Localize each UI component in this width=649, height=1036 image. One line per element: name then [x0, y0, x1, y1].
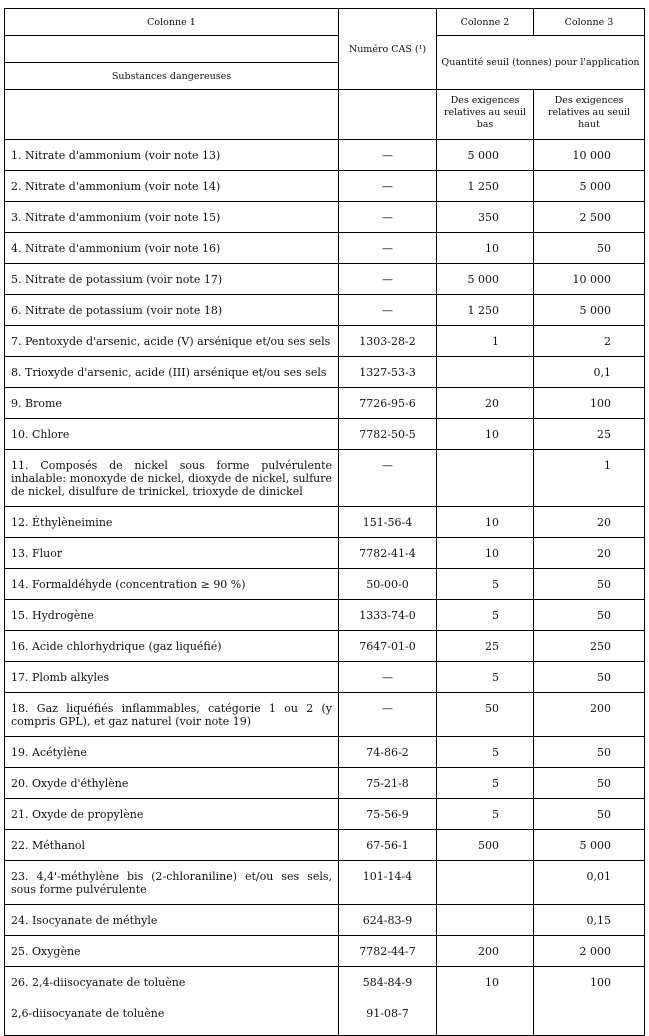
table-row	[5, 388, 645, 419]
high-threshold-value: 50	[534, 233, 645, 264]
table-row	[5, 357, 645, 388]
high-threshold-value: 2 000	[534, 936, 645, 967]
table-row-continuation	[5, 998, 645, 1036]
low-threshold-header: Des exigences relatives au seuil bas	[437, 90, 534, 140]
substance-name: 25. Oxygène	[5, 936, 339, 967]
substance-name: 6. Nitrate de potassium (voir note 18)	[5, 295, 339, 326]
substance-name: 26. 2,4-diisocyanate de toluène	[5, 967, 339, 998]
cas-number: 1303-28-2	[339, 326, 437, 357]
table-row	[5, 600, 645, 631]
cas-number: 50-00-0	[339, 569, 437, 600]
high-threshold-value: 50	[534, 662, 645, 693]
low-threshold-value: 10	[437, 967, 534, 998]
high-threshold-value: 100	[534, 967, 645, 998]
high-threshold-value: 10 000	[534, 140, 645, 171]
substances-header: Substances dangereuses	[5, 63, 339, 90]
table-row	[5, 569, 645, 600]
substance-name: 24. Isocyanate de méthyle	[5, 905, 339, 936]
cas-number: 7726-95-6	[339, 388, 437, 419]
high-threshold-value: 5 000	[534, 171, 645, 202]
high-threshold-value: 100	[534, 388, 645, 419]
cas-number: —	[339, 140, 437, 171]
table-row	[5, 693, 645, 737]
low-threshold-value: 1 250	[437, 171, 534, 202]
cas-number: —	[339, 295, 437, 326]
high-threshold-header: Des exigences relatives au seuil haut	[534, 90, 645, 140]
high-threshold-value: 10 000	[534, 264, 645, 295]
substance-name: 7. Pentoxyde d'arsenic, acide (V) arsénique et/ou ses sels	[5, 326, 339, 357]
column-1-spacer	[5, 36, 339, 63]
low-threshold-value: 5	[437, 737, 534, 768]
high-threshold-value: 5 000	[534, 830, 645, 861]
substance-name: 15. Hydrogène	[5, 600, 339, 631]
cas-number: —	[339, 662, 437, 693]
low-threshold-value: 20	[437, 388, 534, 419]
low-threshold-value: 25	[437, 631, 534, 662]
cas-number: 75-21-8	[339, 768, 437, 799]
substance-name: 12. Éthylèneimine	[5, 507, 339, 538]
low-threshold-value	[437, 861, 534, 905]
substance-name: 2. Nitrate d'ammonium (voir note 14)	[5, 171, 339, 202]
high-threshold-value: 20	[534, 538, 645, 569]
table-row	[5, 538, 645, 569]
high-threshold-value: 2 500	[534, 202, 645, 233]
low-threshold-value: 5	[437, 768, 534, 799]
low-threshold-value: 5	[437, 799, 534, 830]
table-row	[5, 171, 645, 202]
substance-name: 14. Formaldéhyde (concentration ≥ 90 %)	[5, 569, 339, 600]
low-threshold-value	[437, 450, 534, 507]
cas-number: 101-14-4	[339, 861, 437, 905]
low-threshold-value: 5	[437, 662, 534, 693]
cas-number: 1327-53-3	[339, 357, 437, 388]
high-threshold-value: 50	[534, 737, 645, 768]
cas-number: 91-08-7	[339, 998, 437, 1036]
cas-number: —	[339, 264, 437, 295]
substance-name: 8. Trioxyde d'arsenic, acide (III) arsénique et/ou ses sels	[5, 357, 339, 388]
table-row	[5, 419, 645, 450]
low-threshold-value: 5	[437, 569, 534, 600]
table-row	[5, 202, 645, 233]
high-threshold-value: 5 000	[534, 295, 645, 326]
cas-number: 584-84-9	[339, 967, 437, 998]
high-threshold-value: 250	[534, 631, 645, 662]
low-threshold-value: 1	[437, 326, 534, 357]
high-threshold-value: 25	[534, 419, 645, 450]
high-threshold-value: 50	[534, 600, 645, 631]
cas-number: 74-86-2	[339, 737, 437, 768]
substance-name: 16. Acide chlorhydrique (gaz liquéfié)	[5, 631, 339, 662]
table-row	[5, 326, 645, 357]
low-threshold-value: 5 000	[437, 140, 534, 171]
substance-name: 21. Oxyde de propylène	[5, 799, 339, 830]
hazardous-substances-table	[4, 8, 645, 1036]
table-row	[5, 662, 645, 693]
substance-name: 17. Plomb alkyles	[5, 662, 339, 693]
table-row	[5, 830, 645, 861]
substance-name: 2,6-diisocyanate de toluène	[5, 998, 339, 1036]
high-threshold-value: 50	[534, 799, 645, 830]
table-row	[5, 631, 645, 662]
cas-number: 75-56-9	[339, 799, 437, 830]
column-1-blank	[5, 90, 339, 140]
substance-name: 4. Nitrate d'ammonium (voir note 16)	[5, 233, 339, 264]
cas-number: 624-83-9	[339, 905, 437, 936]
threshold-header: Quantité seuil (tonnes) pour l'application	[437, 36, 645, 90]
table-row	[5, 737, 645, 768]
substance-name: 5. Nitrate de potassium (voir note 17)	[5, 264, 339, 295]
substance-name: 11. Composés de nickel sous forme pulvérulente inhalable: monoxyde de nickel, dioxyde de nickel, sulfure de nickel, disulfure de trinickel, trioxyde de dinickel	[5, 450, 339, 507]
column-3-header: Colonne 3	[534, 9, 645, 36]
table-row	[5, 905, 645, 936]
column-1-header: Colonne 1	[5, 9, 339, 36]
empty-cell	[534, 998, 645, 1036]
table-row	[5, 799, 645, 830]
table-row	[5, 967, 645, 998]
cas-number: 7782-41-4	[339, 538, 437, 569]
low-threshold-value: 10	[437, 538, 534, 569]
cas-number: —	[339, 171, 437, 202]
table-row	[5, 264, 645, 295]
table-row	[5, 295, 645, 326]
cas-number: —	[339, 450, 437, 507]
cas-number: —	[339, 202, 437, 233]
cas-number: —	[339, 693, 437, 737]
table-row	[5, 936, 645, 967]
substance-name: 19. Acétylène	[5, 737, 339, 768]
cas-number: —	[339, 233, 437, 264]
low-threshold-value	[437, 905, 534, 936]
cas-number: 7647-01-0	[339, 631, 437, 662]
cas-blank	[339, 90, 437, 140]
substance-name: 10. Chlore	[5, 419, 339, 450]
low-threshold-value: 350	[437, 202, 534, 233]
low-threshold-value	[437, 357, 534, 388]
high-threshold-value: 0,15	[534, 905, 645, 936]
high-threshold-value: 2	[534, 326, 645, 357]
table-row	[5, 507, 645, 538]
substance-name: 1. Nitrate d'ammonium (voir note 13)	[5, 140, 339, 171]
low-threshold-value: 10	[437, 233, 534, 264]
substance-name: 13. Fluor	[5, 538, 339, 569]
low-threshold-value: 10	[437, 507, 534, 538]
cas-number: 7782-44-7	[339, 936, 437, 967]
high-threshold-value: 20	[534, 507, 645, 538]
substance-name: 3. Nitrate d'ammonium (voir note 15)	[5, 202, 339, 233]
substance-name: 23. 4,4'-méthylène bis (2-chloraniline) et/ou ses sels, sous forme pulvérulente	[5, 861, 339, 905]
low-threshold-value: 500	[437, 830, 534, 861]
table-row	[5, 450, 645, 507]
table-row	[5, 861, 645, 905]
cas-number: 151-56-4	[339, 507, 437, 538]
cas-number: 1333-74-0	[339, 600, 437, 631]
cas-number: 7782-50-5	[339, 419, 437, 450]
low-threshold-value: 50	[437, 693, 534, 737]
high-threshold-value: 0,1	[534, 357, 645, 388]
table-row	[5, 140, 645, 171]
high-threshold-value: 1	[534, 450, 645, 507]
substance-name: 18. Gaz liquéfiés inflammables, catégorie 1 ou 2 (y compris GPL), et gaz naturel (voir note 19)	[5, 693, 339, 737]
substance-name: 22. Méthanol	[5, 830, 339, 861]
empty-cell	[437, 998, 534, 1036]
column-2-header: Colonne 2	[437, 9, 534, 36]
substance-name: 20. Oxyde d'éthylène	[5, 768, 339, 799]
low-threshold-value: 1 250	[437, 295, 534, 326]
table-row	[5, 768, 645, 799]
cas-number-header: Numéro CAS (¹)	[339, 9, 437, 90]
cas-number: 67-56-1	[339, 830, 437, 861]
low-threshold-value: 200	[437, 936, 534, 967]
substance-name: 9. Brome	[5, 388, 339, 419]
high-threshold-value: 50	[534, 768, 645, 799]
high-threshold-value: 200	[534, 693, 645, 737]
high-threshold-value: 0,01	[534, 861, 645, 905]
low-threshold-value: 10	[437, 419, 534, 450]
high-threshold-value: 50	[534, 569, 645, 600]
low-threshold-value: 5	[437, 600, 534, 631]
low-threshold-value: 5 000	[437, 264, 534, 295]
table-row	[5, 233, 645, 264]
